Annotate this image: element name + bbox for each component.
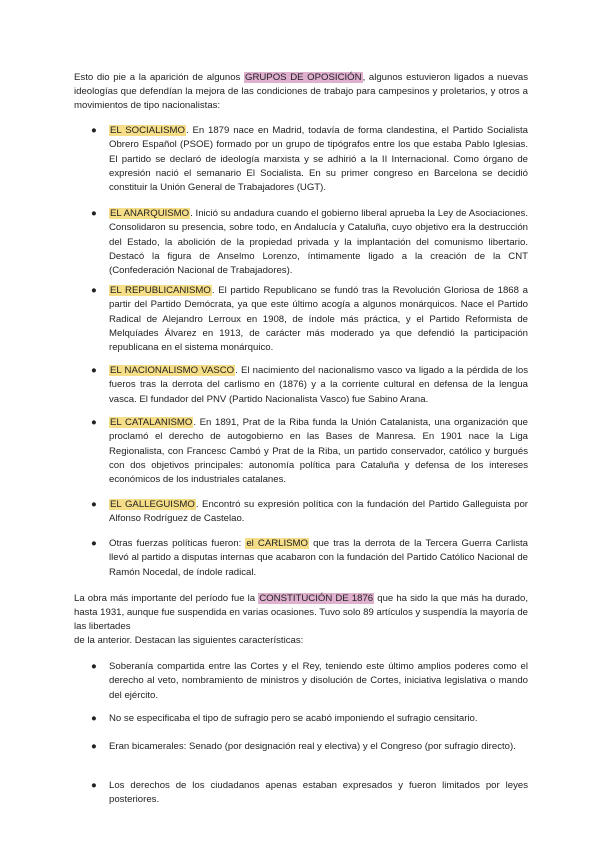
group-description: . El nacimiento del nacionalismo vasco va ligado a la pérdida de los fueros tras la derrota del carlismo en (1876) y a la corriente cultural en defensa de la lengua vasca. El fundador del PNV (Partido Nacionalista Vasco) fue Sabino Arana. [109, 365, 528, 405]
list-item-catalanismo [91, 416, 528, 487]
list-item [91, 740, 528, 754]
intro-text-before: Esto dio pie a la aparición de algunos [74, 72, 244, 83]
bullet-icon: ● [91, 741, 97, 752]
list-item-galleguismo [91, 498, 528, 527]
bullet-icon: ● [91, 365, 97, 376]
list-item-carlismo [91, 537, 528, 580]
group-title: EL SOCIALISMO [110, 125, 185, 136]
bullet-icon: ● [91, 780, 97, 791]
bullet-icon: ● [91, 208, 97, 219]
group-title: EL REPUBLICANISMO [110, 285, 211, 296]
bullet-icon: ● [91, 661, 97, 672]
characteristic-text: Soberanía compartida entre las Cortes y el Rey, teniendo este último amplios poderes como el derecho al veto, nombramiento de ministros y disolución de Cortes, iniciativa legislativa o mando del ejército. [109, 661, 528, 701]
constitution-paragraph [74, 592, 528, 648]
bullet-icon: ● [91, 713, 97, 724]
intro-text-after: , algunos estuvieron ligados a nuevas ideologías que defendían la mejora de las condiciones de trabajo para campesinos y proletarios, y otros a movimientos de tipo nacionalistas: [74, 72, 528, 111]
constitution-text-before: La obra más importante del período fue la [74, 593, 259, 604]
bullet-icon: ● [91, 417, 97, 428]
list-item [91, 660, 528, 703]
list-item [91, 712, 528, 726]
group-title: EL CATALANISMO [110, 417, 193, 428]
bullet-icon: ● [91, 125, 97, 136]
list-item-socialismo [91, 124, 528, 195]
group-description: que tras la derrota de la Tercera Guerra Carlista llevó al partido a disputas internas que acabaron con la fundación del Partido Católico Nacional de Ramón Nocedal, de índole radical. [109, 538, 529, 578]
group-intro: Otras fuerzas políticas fueron: [109, 538, 246, 549]
bullet-icon: ● [91, 538, 97, 549]
group-description: . Inició su andadura cuando el gobierno liberal aprueba la Ley de Asociaciones. Consolidaron su presencia, sobre todo, en Andalucía y Cataluña, cuyo objetivo era la destrucción del Estado, la abolición de la propiedad privada y la implantación del comunismo libertario. Destacó la figura de Anselmo Lorenzo, íntimamente ligado a la creación de la CNT (Confederación Nacional de Trabajadores). [109, 208, 528, 277]
list-item-republicanismo [91, 284, 528, 355]
list-item-nacionalismo-vasco [91, 364, 528, 407]
constitution-line2: de la anterior. Destacan las siguientes características: [74, 635, 304, 646]
intro-highlight: GRUPOS DE OPOSICIÓN [244, 72, 362, 83]
group-description: . En 1879 nace en Madrid, todavía de forma clandestina, el Partido Socialista Obrero Español (PSOE) formado por un grupo de tipógrafos entre los que estaba Pablo Iglesias. El partido se declaró de ideología marxista y se adhirió a la II Internacional. Como órgano de expresión nació el semanario El Socialista. En su primer congreso en Barcelona se decidió constituir la Unión General de Trabajadores (UGT). [109, 125, 528, 194]
group-title: EL NACIONALISMO VASCO [110, 365, 235, 376]
characteristic-text: No se especificaba el tipo de sufragio pero se acabó imponiendo el sufragio censitario. [109, 713, 478, 724]
group-title: EL ANARQUISMO [110, 208, 190, 219]
group-description: . Encontró su expresión política con la fundación del Partido Galleguista por Alfonso Rodríguez de Castelao. [109, 499, 528, 525]
constitution-text-after: que ha sido la que más ha durado, hasta 1931, aunque fue suspendida en varias ocasiones. Tuvo solo 89 artículos y suspendía la mayoría de las libertades [74, 593, 528, 632]
group-description: . El partido Republicano se fundó tras la Revolución Gloriosa de 1868 a partir del Partido Demócrata, ya que este último acogía a algunos monárquicos. Nace el Partido Radical de Alejandro Lerroux en 1908, de índole más práctica, y el Partido Reformista de Melquíades Álvarez en 1913, de carácter más moderado ya que defendió la participación republicana en el sistema monárquico. [109, 285, 528, 354]
group-title: EL GALLEGUISMO [110, 499, 195, 510]
characteristic-text: Los derechos de los ciudadanos apenas estaban expresados y fueron limitados por leyes posteriores. [109, 780, 528, 806]
group-title: el CARLISMO [246, 538, 309, 549]
constitution-highlight: CONSTITUCIÓN DE 1876 [259, 593, 374, 604]
bullet-icon: ● [91, 285, 97, 296]
characteristic-text: Eran bicamerales: Senado (por designación real y electiva) y el Congreso (por sufragio directo). [109, 741, 516, 752]
list-item [91, 779, 528, 808]
group-description: . En 1891, Prat de la Riba funda la Unión Catalanista, una organización que proclamó el derecho de autogobierno en las Bases de Manresa. En 1901 nace la Liga Regionalista, con Francesc Cambó y Prat de la Riba, un partido conservador, católico y burgués con dos objetivos principales: autonomía política para Cataluña y defensa de los intereses económicos de los industriales catalanes. [109, 417, 529, 486]
list-item-anarquismo [91, 207, 528, 278]
bullet-icon: ● [91, 499, 97, 510]
intro-paragraph [74, 71, 528, 113]
